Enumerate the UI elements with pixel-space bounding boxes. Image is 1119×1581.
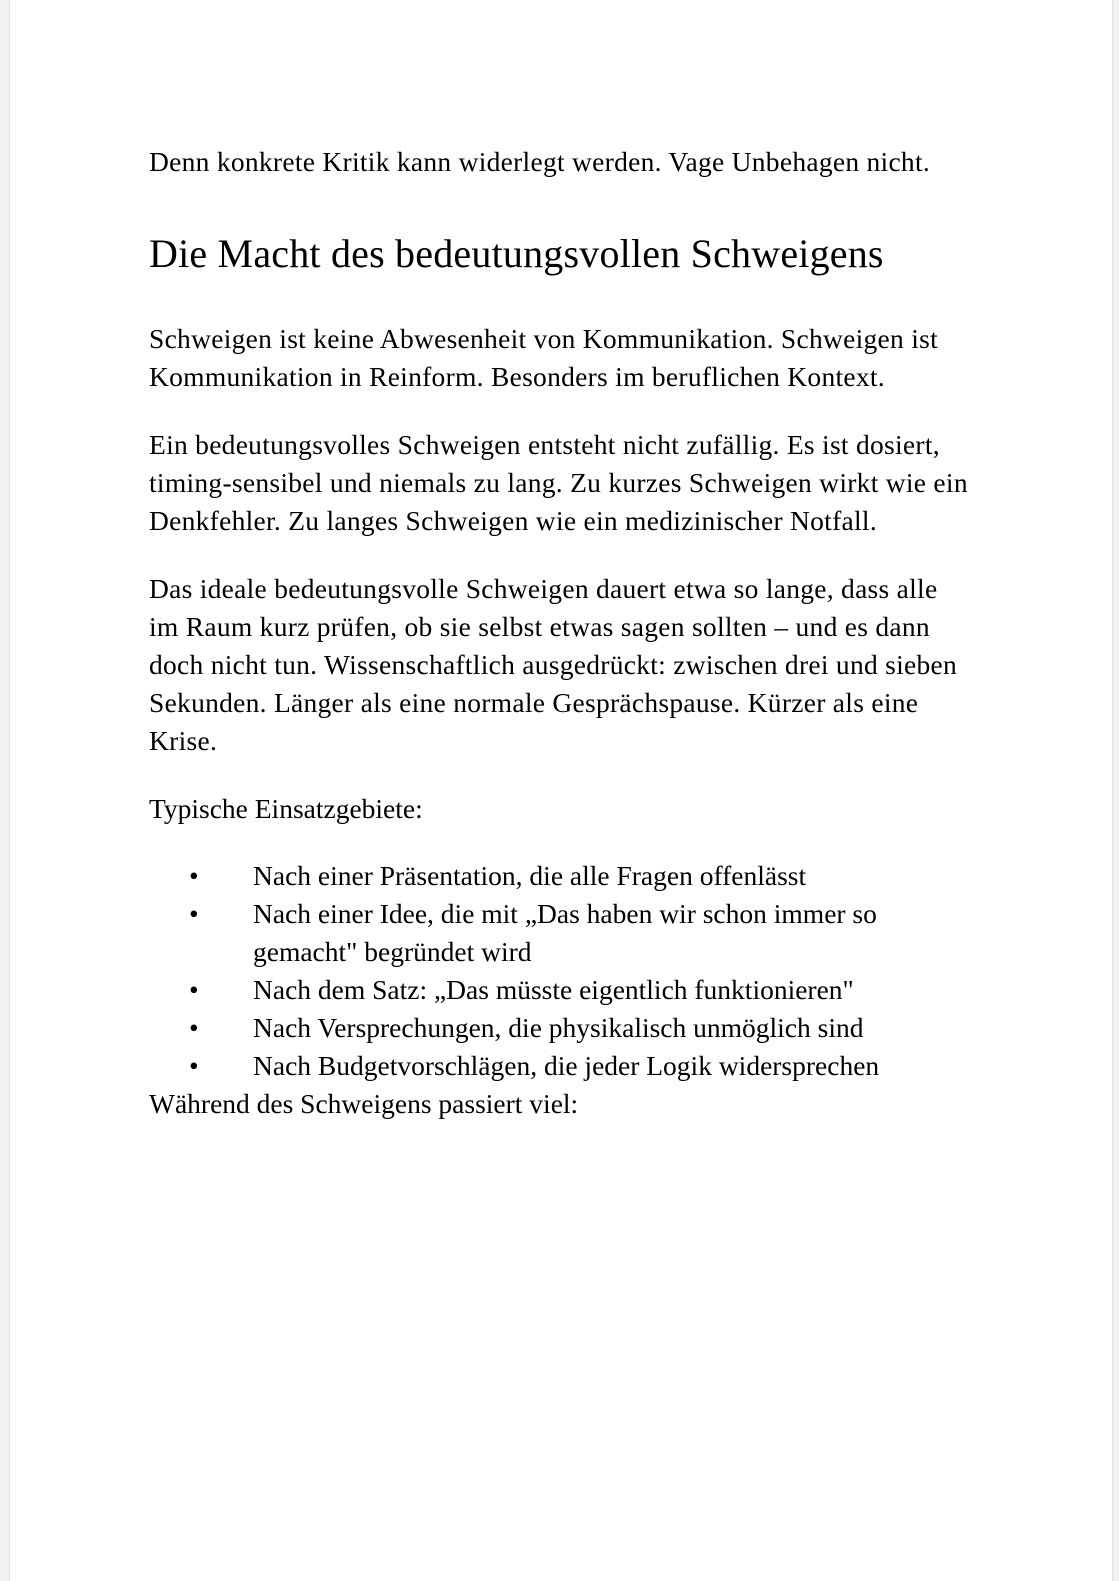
list-item-label: Nach dem Satz: „Das müsste eigentlich funktionieren"	[253, 974, 854, 1005]
bullet-marker-icon: •	[189, 898, 199, 929]
body-paragraph-1: Schweigen ist keine Abwesenheit von Kommunikation. Schweigen ist Kommunikation in Reinform. Besonders im beruflichen Kontext.	[149, 323, 939, 392]
list-item	[149, 971, 969, 1009]
list-item-label: Nach einer Präsentation, die alle Fragen offenlässt	[253, 860, 807, 891]
list-item-label: Nach Versprechungen, die physikalisch unmöglich sind	[253, 1012, 864, 1043]
list-item	[149, 1047, 969, 1085]
list-item-label: Nach einer Idee, die mit „Das haben wir schon immer so gemacht" begründet wird	[253, 898, 877, 967]
body-paragraph-3: Das ideale bedeutungsvolle Schweigen dauert etwa so lange, dass alle im Raum kurz prüfen, ob sie selbst etwas sagen sollten – und es dann doch nicht tun. Wissenschaftlich ausgedrückt: zwischen drei und sieben Sekunden. Länger als eine normale Gesprächspause. Kürzer als eine Krise.	[149, 573, 958, 756]
list-item-label: Nach Budgetvorschlägen, die jeder Logik widersprechen	[253, 1050, 880, 1081]
list-item	[149, 1009, 969, 1047]
document-body	[149, 143, 969, 1123]
bullet-marker-icon: •	[189, 974, 199, 1005]
use-cases-list	[149, 857, 969, 1085]
bullet-marker-icon: •	[189, 1050, 199, 1081]
body-paragraph-2: Ein bedeutungsvolles Schweigen entsteht nicht zufällig. Es ist dosiert, timing-sensibel und niemals zu lang. Zu kurzes Schweigen wirkt wie ein Denkfehler. Zu langes Schweigen wie ein medizinischer Notfall.	[149, 429, 968, 536]
bullet-marker-icon: •	[189, 1012, 199, 1043]
document-page	[9, 0, 1113, 1581]
section-heading: Die Macht des bedeutungsvollen Schweigens	[149, 231, 884, 276]
intro-paragraph: Denn konkrete Kritik kann widerlegt werden. Vage Unbehagen nicht.	[149, 146, 931, 177]
list-item	[149, 857, 969, 895]
list-item	[149, 895, 969, 971]
closing-line: Während des Schweigens passiert viel:	[149, 1088, 579, 1119]
bullet-marker-icon: •	[189, 860, 199, 891]
list-lead-in: Typische Einsatzgebiete:	[149, 793, 423, 824]
